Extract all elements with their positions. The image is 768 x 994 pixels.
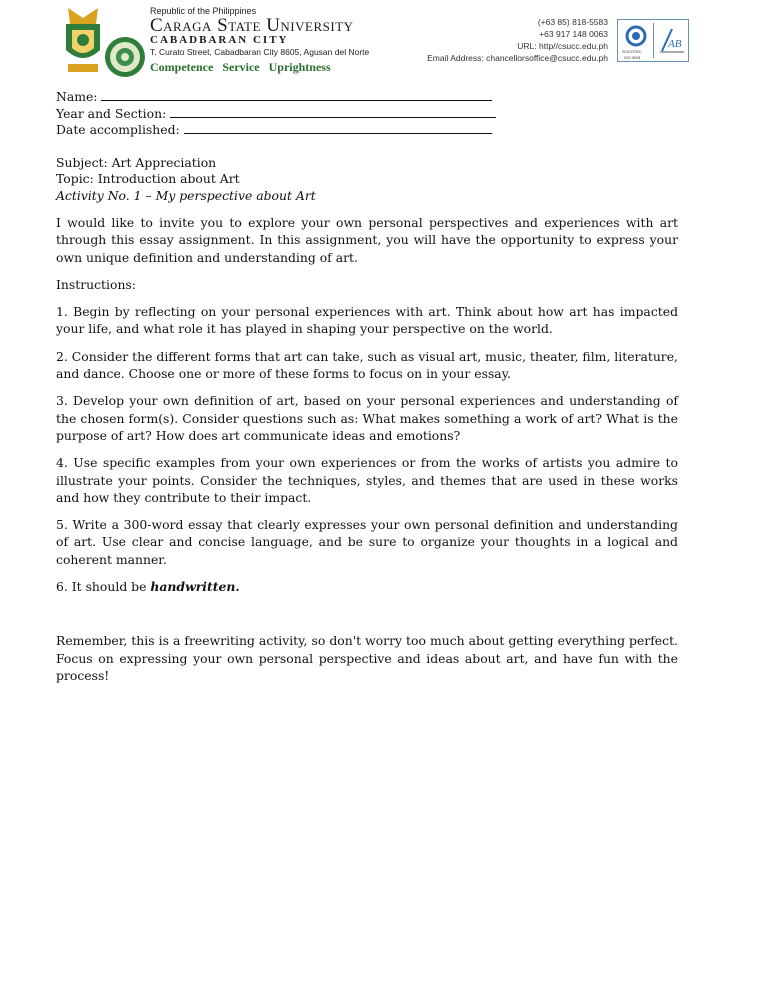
university-seal-logo <box>60 4 106 76</box>
cert-divider <box>653 23 654 58</box>
section-blank-line[interactable] <box>170 106 496 118</box>
subject-line: Subject: Art Appreciation <box>56 154 217 170</box>
instruction-item-3: 3. Develop your own definition of art, based on your personal experiences and understanding of the chosen form(s). Consider questions such as: What makes something a work of art? What is the purpose of art? How does art communicate ideas and emotions? <box>56 393 678 443</box>
instruction-item-4: 4. Use specific examples from your own experiences or from the works of artists you admire to illustrate your points. Consider the techniques, styles, and themes that are used in these works and how they contribute to their impact. <box>56 455 678 505</box>
contact-url: URL: http//csucc.edu.ph <box>517 41 608 51</box>
name-label: Name: <box>56 89 98 104</box>
section-label: Year and Section: <box>56 105 167 121</box>
contact-phone-2: +63 917 148 0063 <box>539 29 608 39</box>
university-address: T. Curato Street, Cabadbaran City 8605, Agusan del Norte <box>150 47 370 57</box>
campus-name: CABADBARAN CITY <box>150 34 289 46</box>
date-row <box>56 122 678 139</box>
contact-email: Email Address: chancellorsoffice@csucc.edu.ph <box>427 53 608 63</box>
instruction-item-2: 2. Consider the different forms that art can take, such as visual art, music, theater, film, literature, and dance. Choose one or more of these forms to focus on in your essay. <box>56 348 678 382</box>
campus-seal-logo <box>104 36 146 78</box>
intro-paragraph: I would like to invite you to explore your own personal perspectives and experiences with art through this essay assignment. In this assignment, you will have the opportunity to express your own unique definition and understanding of art. <box>56 215 678 265</box>
instructions-label: Instructions: <box>56 276 136 292</box>
name-row <box>56 89 678 106</box>
svg-text:AB: AB <box>668 38 682 50</box>
topic-line: Topic: Introduction about Art <box>56 171 240 186</box>
instruction-item-5: 5. Write a 300-word essay that clearly expresses your own personal definition and understanding of art. Use clear and concise language, and be sure to organize your thoughts in a logical and coherent manner. <box>56 517 678 567</box>
date-blank-line[interactable] <box>184 122 492 134</box>
contact-info <box>427 16 608 64</box>
socotec-cert-icon <box>624 25 648 47</box>
iab-cert-icon <box>658 25 686 55</box>
cert-label-socotec: SOCOTEC <box>622 49 642 54</box>
certification-badges <box>617 19 689 62</box>
cert-label-iso: ISO 9001 <box>624 55 641 60</box>
activity-title: Activity No. 1 – My perspective about Art <box>56 187 316 203</box>
activity-content <box>56 89 678 684</box>
motto-uprightness: Uprightness <box>268 60 331 74</box>
university-name: Caraga State University <box>150 15 354 36</box>
instruction-6-prefix: 6. It should be <box>56 579 151 595</box>
letterhead <box>0 0 768 82</box>
name-blank-line[interactable] <box>101 89 492 101</box>
republic-text: Republic of the Philippines <box>150 6 257 16</box>
handwritten-emphasis: handwritten. <box>150 579 240 595</box>
motto-competence: Competence <box>150 60 214 74</box>
closing-paragraph: Remember, this is a freewriting activity, so don't worry too much about getting everything perfect. Focus on expressing your own personal perspective and ideas about art, and have fun with the process! <box>56 633 678 683</box>
instruction-item-1: 1. Begin by reflecting on your personal experiences with art. Think about how art has impacted your life, and what role it has played in shaping your perspective on the world. <box>56 304 678 337</box>
contact-phone-1: (+63 85) 818-5583 <box>537 17 608 27</box>
university-info <box>150 6 369 76</box>
section-row <box>56 106 678 123</box>
instruction-item-6 <box>56 578 678 595</box>
motto-service: Service <box>222 60 260 74</box>
university-motto <box>150 58 369 76</box>
date-label: Date accomplished: <box>56 122 180 137</box>
